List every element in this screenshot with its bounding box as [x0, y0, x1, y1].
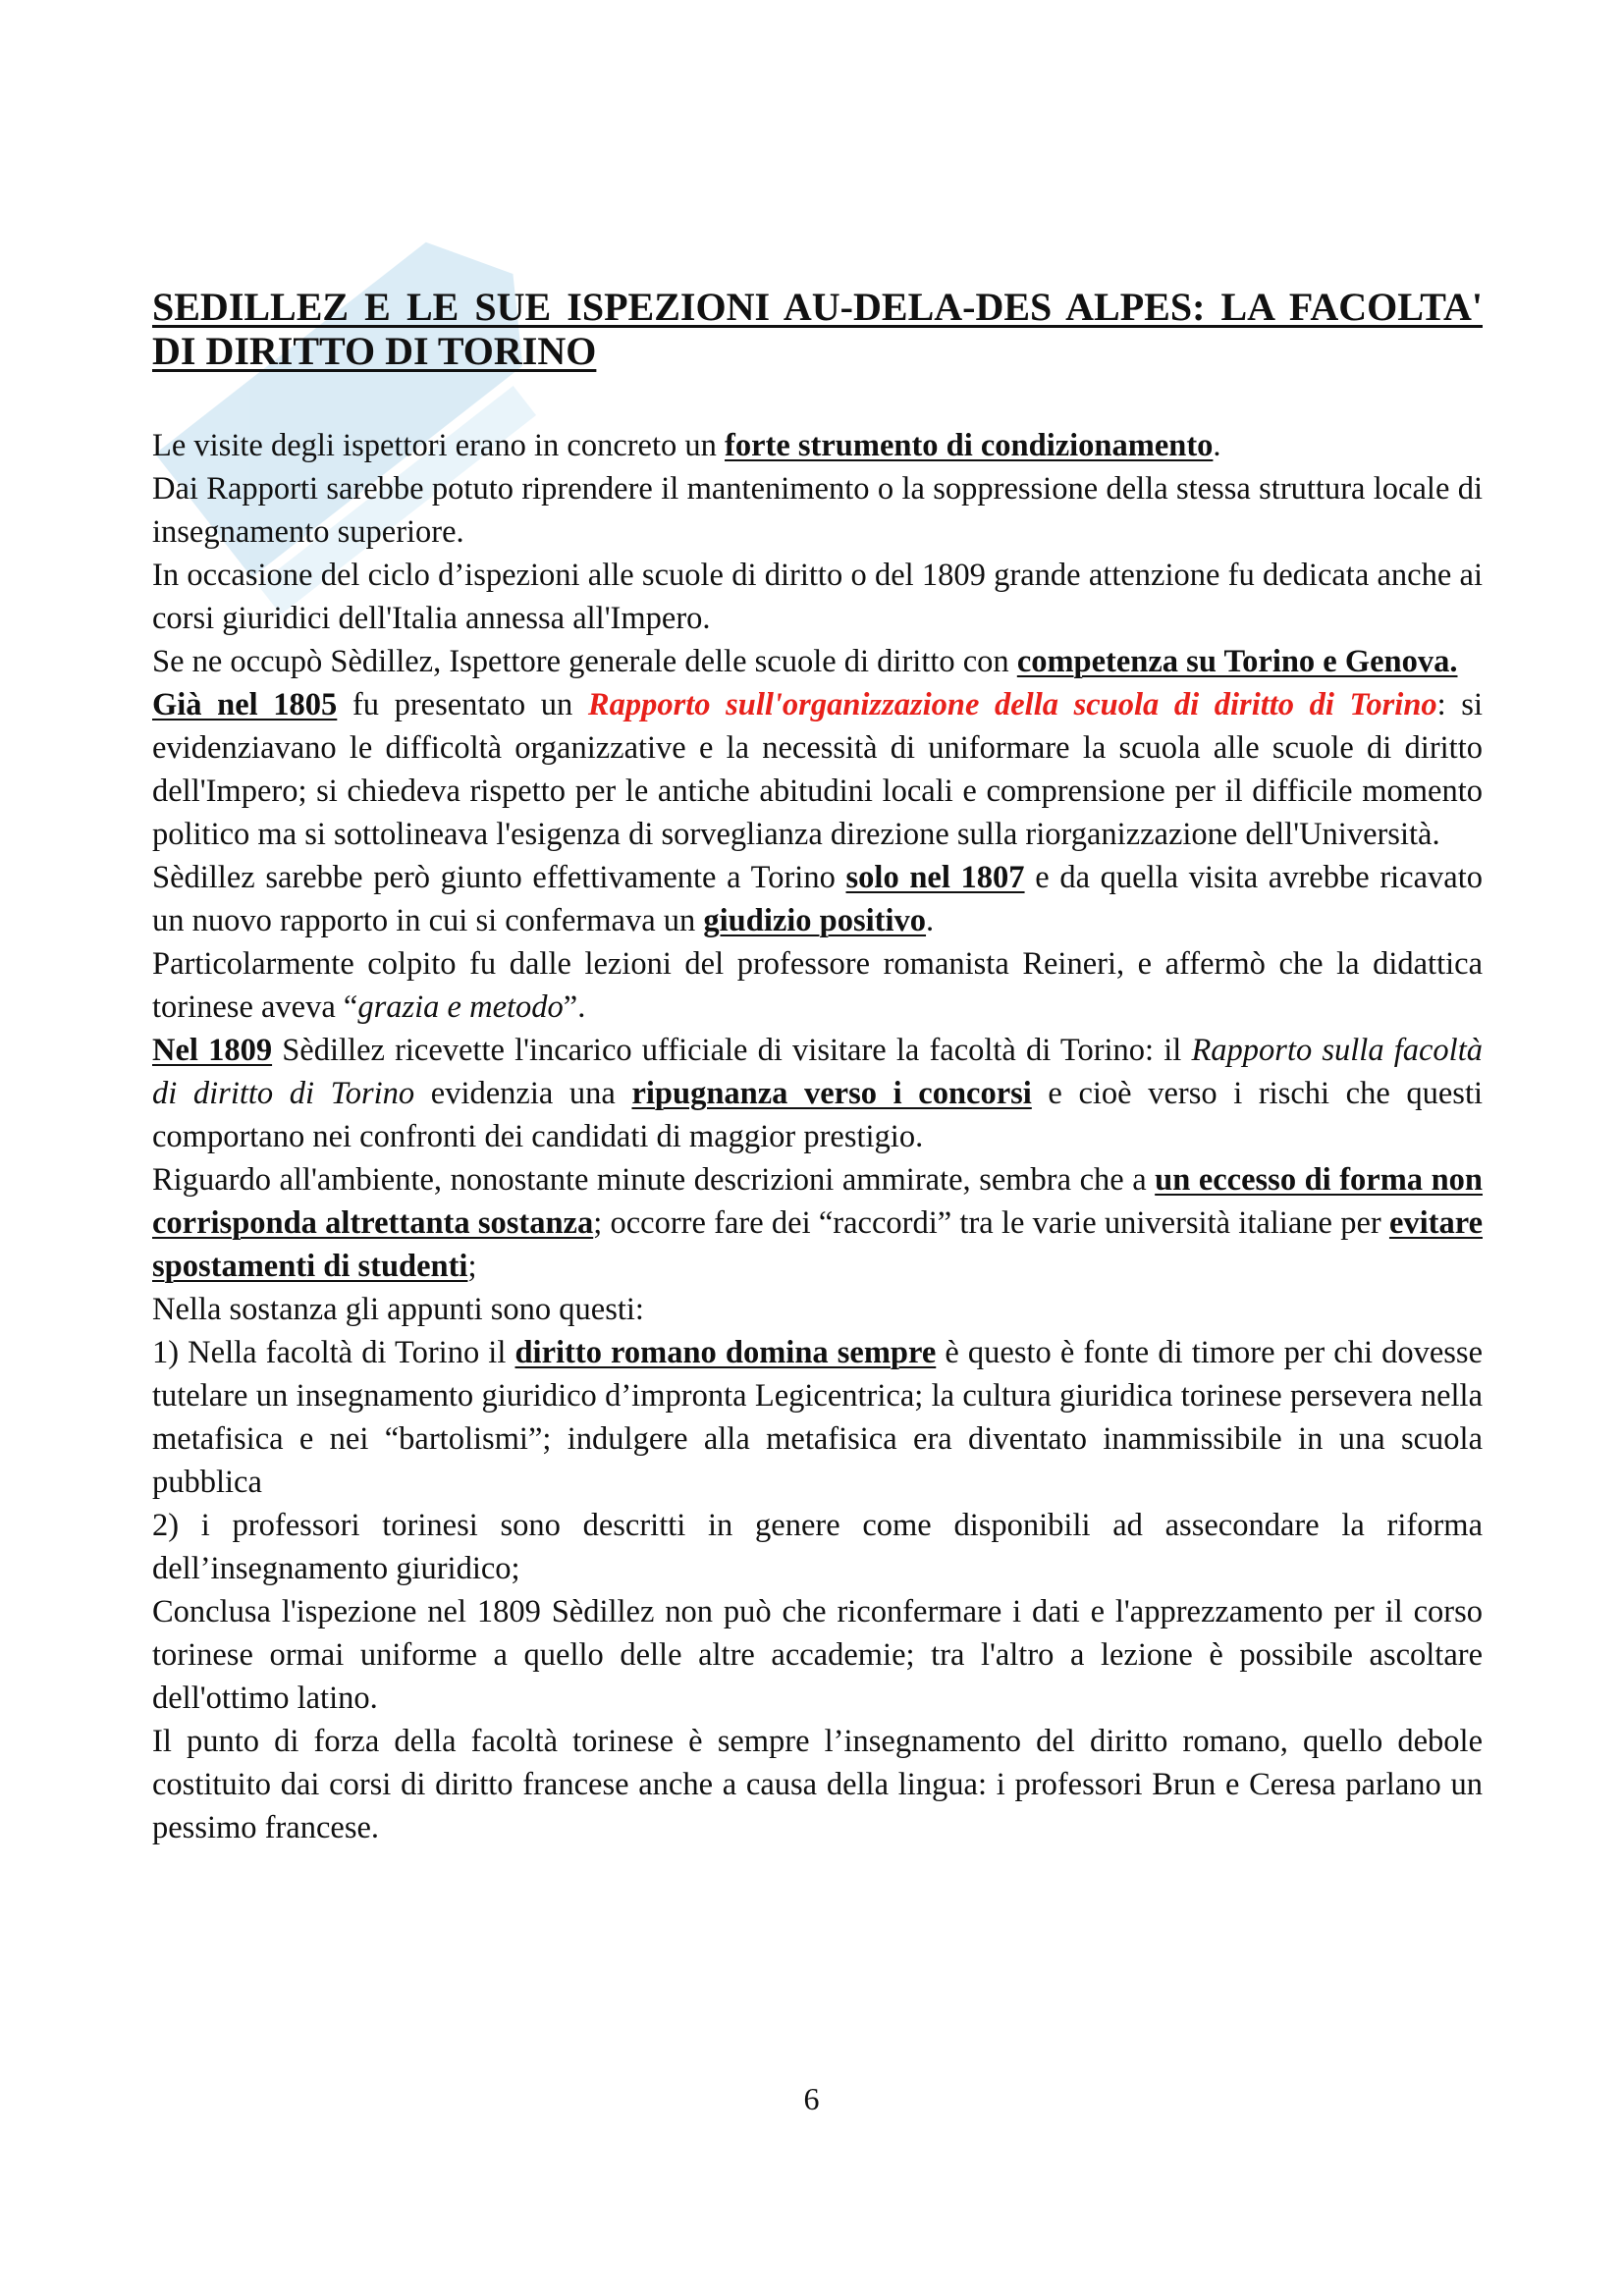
emphasis-text: solo nel 1807 [845, 860, 1025, 895]
paragraph [152, 1590, 1483, 1720]
page-number: 6 [803, 2081, 820, 2116]
paragraph [152, 1504, 1483, 1590]
paragraph-list [152, 424, 1483, 1849]
emphasis-text: Nel 1809 [152, 1033, 273, 1068]
emphasis-text: diritto romano domina sempre [514, 1335, 937, 1370]
text-run: Sèdillez ricevette l'incarico ufficiale di visitare la facoltà di Torino: il [272, 1033, 1192, 1068]
text-run: Sèdillez sarebbe però giunto effettivamente a Torino [152, 860, 846, 895]
paragraph [152, 1288, 1483, 1331]
text-run: : si evidenziavano le difficoltà organizzative e la necessità di uniformare la scuola alle scuole di diritto dell'Impero; si chiedeva rispetto per le antiche abitudini locali e comprensione per il difficile momento politico ma si sottolineava l'esigenza di sorveglianza direzione sulla riorganizzazione dell'Università. [152, 687, 1483, 852]
text-run: e cioè verso i rischi che questi comportano nei confronti dei candidati di maggior prestigio. [152, 1076, 1484, 1154]
text-run: 1) Nella facoltà di Torino il [152, 1335, 515, 1370]
text-run: . [926, 903, 935, 938]
emphasis-text: Rapporto sulla facoltà di diritto di Torino [152, 1033, 1483, 1111]
text-run: Nella sostanza gli appunti sono questi: [152, 1292, 644, 1327]
text-run: fu presentato un [337, 687, 588, 722]
text-run: . [1213, 428, 1221, 463]
emphasis-text: forte strumento di condizionamento [725, 428, 1214, 463]
emphasis-text: evitare spostamenti di studenti [152, 1205, 1483, 1284]
document-body [152, 285, 1483, 1849]
text-run: ”. [563, 989, 586, 1025]
paragraph [152, 942, 1483, 1029]
text-run: Riguardo all'ambiente, nonostante minute descrizioni ammirate, sembra che a [152, 1162, 1156, 1198]
text-run: Se ne occupò Sèdillez, Ispettore generale delle scuole di diritto con [152, 644, 1017, 679]
text-run: Il punto di forza della facoltà torinese è sempre l’insegnamento del diritto romano, quello debole costituito dai corsi di diritto francese anche a causa della lingua: i professori Brun e Ceresa parlano un pessimo francese. [152, 1724, 1483, 1845]
paragraph [152, 856, 1483, 942]
emphasis-text: Già nel 1805 [152, 687, 338, 722]
paragraph [152, 683, 1483, 856]
text-run: In occasione del ciclo d’ispezioni alle scuole di diritto o del 1809 grande attenzione fu dedicata anche ai corsi giuridici dell'Italia annessa all'Impero. [152, 558, 1483, 636]
paragraph [152, 554, 1483, 640]
text-run: evidenzia una [414, 1076, 632, 1111]
paragraph [152, 1029, 1483, 1158]
emphasis-text: un eccesso di forma non corrisponda altrettanta sostanza [152, 1162, 1483, 1241]
text-run: Particolarmente colpito fu dalle lezioni del professore romanista Reineri, e affermò che la didattica torinese aveva “ [152, 946, 1483, 1025]
text-run: è questo è fonte di timore per chi dovesse tutelare un insegnamento giuridico d’impronta Legicentrica; la cultura giuridica torinese persevera nella metafisica e nei “bartolismi”; indulgere alla metafisica era diventato inammissibile in una scuola pubblica [152, 1335, 1483, 1500]
emphasis-text: ripugnanza verso i concorsi [631, 1076, 1032, 1111]
text-run: ; occorre fare dei “raccordi” tra le varie università italiane per [593, 1205, 1389, 1241]
paragraph [152, 1331, 1483, 1504]
text-run: Conclusa l'ispezione nel 1809 Sèdillez non può che riconfermare i dati e l'apprezzamento per il corso torinese ormai uniforme a quello delle altre accademie; tra l'altro a lezione è possibile ascoltare dell'ottimo latino. [152, 1594, 1483, 1716]
emphasis-text: grazia e metodo [357, 989, 564, 1025]
text-run: e da quella visita avrebbe ricavato un nuovo rapporto in cui si confermava un [152, 860, 1483, 938]
document-title: SEDILLEZ E LE SUE ISPEZIONI AU-DELA-DES ALPES: LA FACOLTA' DI DIRITTO DI TORINO [152, 285, 1483, 373]
text-run: ; [467, 1249, 477, 1284]
paragraph [152, 1158, 1483, 1288]
emphasis-text: giudizio positivo [703, 903, 927, 938]
text-run: Le visite degli ispettori erano in concreto un [152, 428, 726, 463]
paragraph [152, 467, 1483, 554]
emphasis-text: competenza su Torino e Genova. [1016, 644, 1458, 679]
paragraph [152, 1720, 1483, 1849]
emphasis-text: Rapporto sull'organizzazione della scuola di diritto di Torino [587, 687, 1437, 722]
paragraph [152, 424, 1483, 467]
text-run: 2) i professori torinesi sono descritti in genere come disponibili ad assecondare la riforma dell’insegnamento giuridico; [152, 1508, 1483, 1586]
text-run: Dai Rapporti sarebbe potuto riprendere il mantenimento o la soppressione della stessa struttura locale di insegnamento superiore. [152, 471, 1483, 550]
paragraph [152, 640, 1483, 683]
